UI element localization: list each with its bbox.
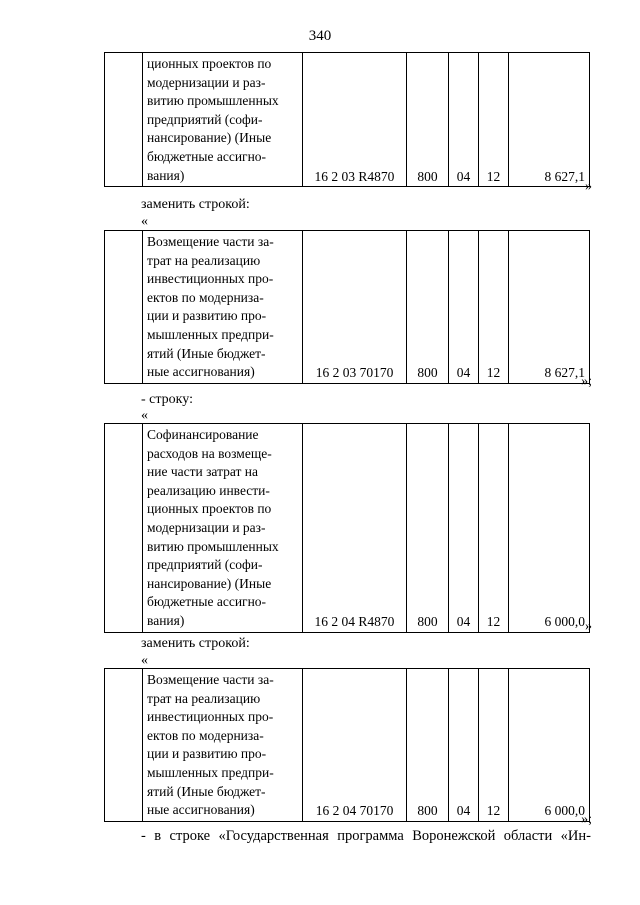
empty-cell xyxy=(105,53,143,187)
description-line: бюджетные ассигно- xyxy=(147,148,267,164)
description-line: предприятий (софи- xyxy=(147,557,263,573)
description-line: модернизации и раз- xyxy=(147,519,266,535)
target-code-cell: 16 2 03 70170 xyxy=(303,231,407,384)
row-description xyxy=(143,669,303,822)
closing-quote: » xyxy=(585,619,592,634)
footer-paragraph: - в строке «Государственная программа Воронежской области «Ин- xyxy=(141,828,591,844)
description-line: ные ассигнования) xyxy=(147,802,255,818)
opening-quote: « xyxy=(141,653,148,668)
description-line: Возмещение части за- xyxy=(147,234,274,249)
subsection-cell: 12 xyxy=(479,231,509,384)
budget-table-block-2 xyxy=(104,230,590,384)
table-row xyxy=(105,53,590,187)
description-line: витию промышленных xyxy=(147,93,279,109)
section-cell: 04 xyxy=(449,424,479,633)
description-line: ные ассигнования) xyxy=(147,364,255,380)
amount-cell: 8 627,1 xyxy=(509,53,590,187)
amount-cell: 8 627,1 xyxy=(509,231,590,384)
table-row xyxy=(105,424,590,633)
description-line: реализацию инвести- xyxy=(147,482,270,498)
description-line: ционных проектов по xyxy=(147,501,272,517)
closing-quote: »; xyxy=(581,374,592,389)
page-number: 340 xyxy=(308,28,332,44)
description-line: ятий (Иные бюджет- xyxy=(147,345,266,361)
budget-table-block-3 xyxy=(104,423,590,633)
expense-type-cell: 800 xyxy=(407,669,449,822)
empty-cell xyxy=(105,669,143,822)
table-row xyxy=(105,669,590,822)
description-line: ектов по модерниза- xyxy=(147,727,264,743)
budget-table-block-1 xyxy=(104,52,590,187)
expense-type-cell: 800 xyxy=(407,53,449,187)
description-line: нансирование) (Иные xyxy=(147,130,272,146)
description-line: инвестиционных про- xyxy=(147,271,274,287)
target-code-cell: 16 2 04 70170 xyxy=(303,669,407,822)
expense-type-cell: 800 xyxy=(407,231,449,384)
amount-cell: 6 000,0 xyxy=(509,669,590,822)
subsection-cell: 12 xyxy=(479,669,509,822)
description-line: вания) xyxy=(147,167,185,183)
target-code-cell: 16 2 04 R4870 xyxy=(303,424,407,633)
description-line: трат на реализацию xyxy=(147,252,261,268)
closing-quote: » xyxy=(585,179,592,194)
section-cell: 04 xyxy=(449,53,479,187)
description-line: ции и развитию про- xyxy=(147,308,267,324)
subsection-cell: 12 xyxy=(479,424,509,633)
empty-cell xyxy=(105,231,143,384)
expense-type-cell: 800 xyxy=(407,424,449,633)
section-cell: 04 xyxy=(449,669,479,822)
opening-quote: « xyxy=(141,408,148,423)
description-line: трат на реализацию xyxy=(147,690,261,706)
opening-quote: « xyxy=(141,214,148,229)
description-line: ятий (Иные бюджет- xyxy=(147,783,266,799)
row-description xyxy=(143,424,303,633)
row-description xyxy=(143,231,303,384)
target-code-cell: 16 2 03 R4870 xyxy=(303,53,407,187)
amount-cell: 6 000,0 xyxy=(509,424,590,633)
section-cell: 04 xyxy=(449,231,479,384)
description-line: бюджетные ассигно- xyxy=(147,594,267,610)
description-line: инвестиционных про- xyxy=(147,709,274,725)
description-line: ектов по модерниза- xyxy=(147,289,264,305)
description-line: ции и развитию про- xyxy=(147,746,267,762)
description-line: предприятий (софи- xyxy=(147,111,263,127)
budget-table-block-4 xyxy=(104,668,590,822)
closing-quote: »; xyxy=(581,812,592,827)
replace-instruction: заменить строкой: xyxy=(141,636,250,651)
row-label: - строку: xyxy=(141,392,193,407)
description-line: Софинансирование xyxy=(147,427,259,442)
empty-cell xyxy=(105,424,143,633)
table-row xyxy=(105,231,590,384)
description-line: Возмещение части за- xyxy=(147,672,274,687)
subsection-cell: 12 xyxy=(479,53,509,187)
description-line: нансирование) (Иные xyxy=(147,575,272,591)
description-line: ционных проектов по xyxy=(147,56,272,71)
description-line: ние части затрат на xyxy=(147,464,259,480)
description-line: мышленных предпри- xyxy=(147,326,274,342)
description-line: вания) xyxy=(147,612,185,628)
row-description xyxy=(143,53,303,187)
description-line: расходов на возмеще- xyxy=(147,445,272,461)
description-line: витию промышленных xyxy=(147,538,279,554)
replace-instruction: заменить строкой: xyxy=(141,197,250,212)
description-line: мышленных предпри- xyxy=(147,764,274,780)
description-line: модернизации и раз- xyxy=(147,74,266,90)
